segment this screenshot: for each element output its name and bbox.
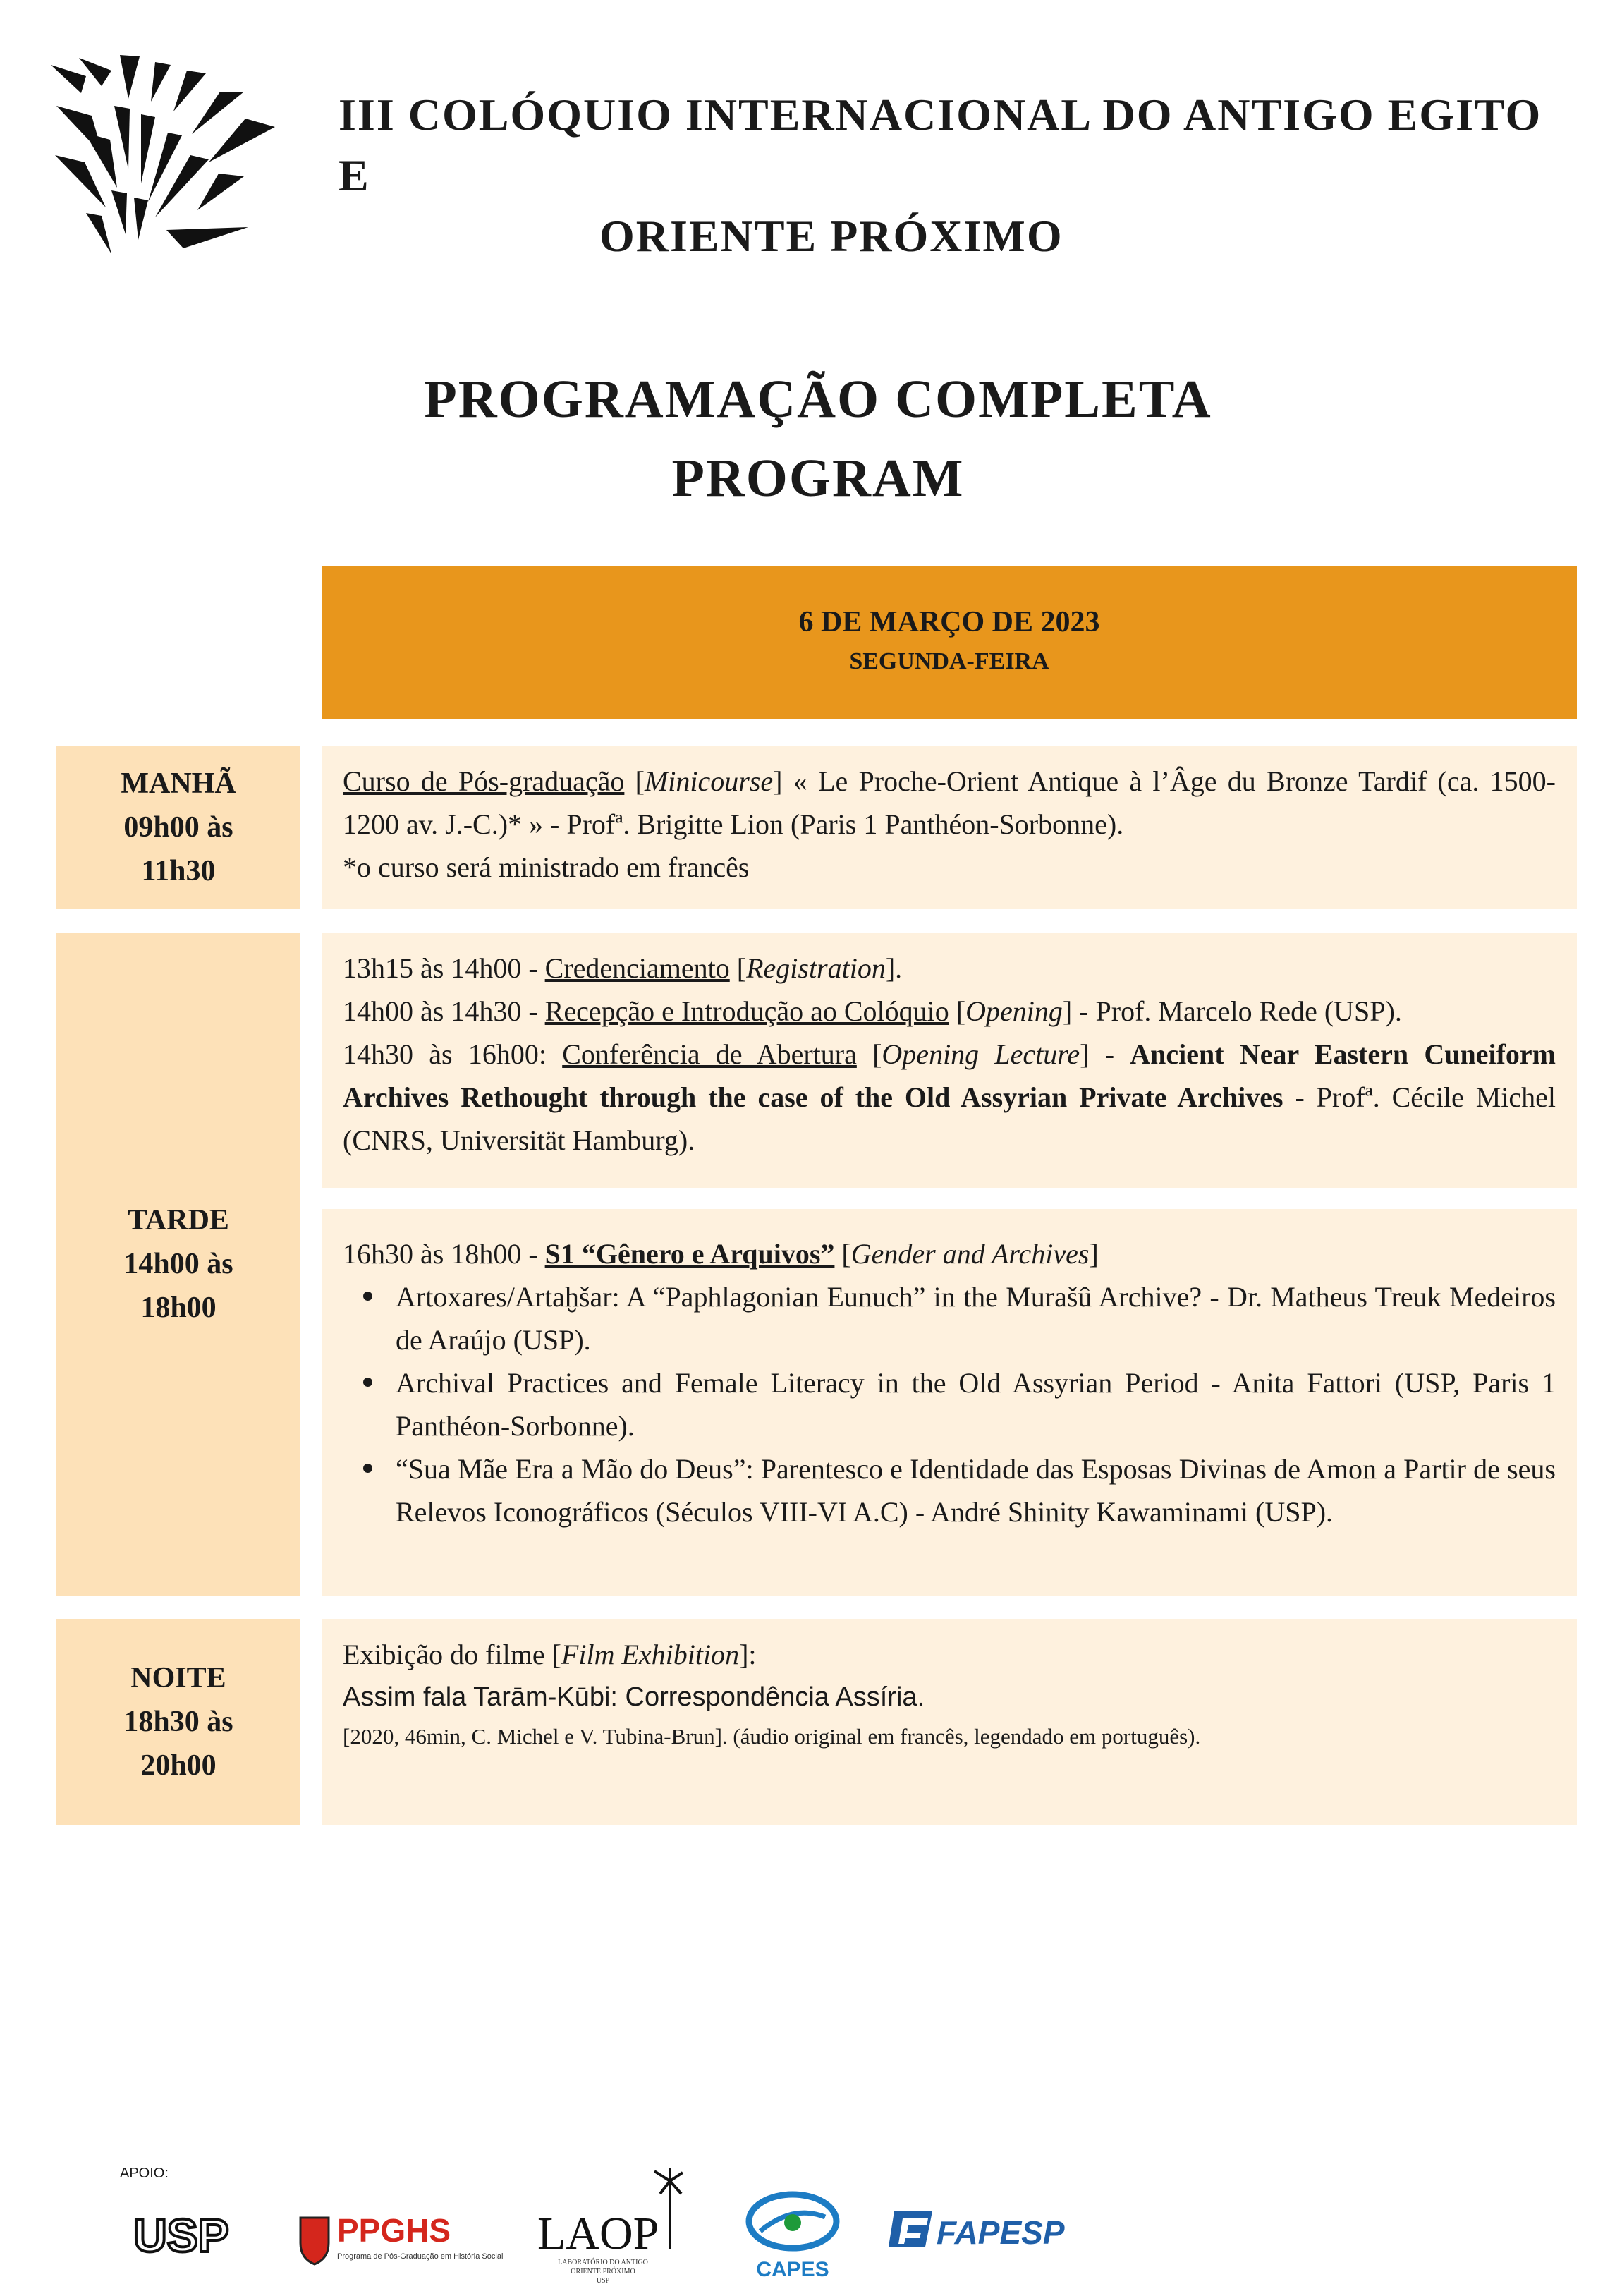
film-title: Assim fala Tarām-Kūbi: Correspondência Assíria.	[343, 1682, 925, 1712]
period-time-start: 14h00 às	[123, 1248, 233, 1280]
support-label: APOIO:	[120, 2166, 169, 2181]
opening-label: Recepção e Introdução ao Colóquio	[544, 995, 949, 1027]
period-time-end: 20h00	[140, 1749, 217, 1782]
usp-logo	[130, 2208, 243, 2264]
laop-logo	[536, 2166, 705, 2289]
colloquium-title	[339, 85, 1580, 267]
period-label: NOITE	[130, 1662, 226, 1694]
period-cell-afternoon	[56, 933, 300, 1596]
keynote-speaker: - Profª. Cécile Michel (CNRS, Universität Hamburg).	[343, 1081, 1556, 1156]
program-title-en: PROGRAM	[671, 449, 965, 508]
usp-logo-text: USP	[133, 2209, 229, 2261]
content-cell-morning	[322, 746, 1577, 909]
film-intro: Exibição do filme [Film Exhibition]:	[343, 1639, 757, 1670]
minicourse-en: Minicourse	[644, 765, 774, 797]
fapesp-emblem-icon	[889, 2211, 932, 2247]
date-label: 6 DE MARÇO DE 2023	[798, 606, 1100, 638]
svg-text:USP: USP	[596, 2277, 610, 2285]
colloquium-title-line1: III COLÓQUIO INTERNACIONAL DO ANTIGO EGITO E	[339, 90, 1542, 200]
minicourse-note: *o curso será ministrado em francês	[343, 851, 750, 883]
period-cell-morning	[56, 746, 300, 909]
minicourse-details: ] « Le Proche-Orient Antique à l’Âge du Bronze Tardif (ca. 1500-1200 av. J.-C.)* » - Profª. Brigitte Lion (Paris 1 Panthéon-Sorbonne).	[343, 765, 1556, 840]
session-heading: 16h30 às 18h00 - S1 “Gênero e Arquivos” [Gender and Archives]	[343, 1238, 1099, 1270]
period-label: MANHÃ	[121, 767, 236, 800]
content-cell-afternoon-session	[322, 1209, 1577, 1596]
session-talk-list	[343, 1275, 1556, 1533]
ppghs-subtitle: Programa de Pós-Graduação em História Social	[337, 2252, 504, 2261]
period-cell-night	[56, 1619, 300, 1825]
list-item: Archival Practices and Female Literacy in the Old Assyrian Period - Anita Fattori (USP, Paris 1 Panthéon-Sorbonne).	[396, 1361, 1556, 1447]
registration-label: Credenciamento	[544, 952, 730, 984]
schedule-item-registration: 13h15 às 14h00 - Credenciamento [Registration].	[343, 952, 903, 984]
period-time-end: 18h00	[140, 1292, 217, 1324]
svg-text:ORIENTE PRÓXIMO: ORIENTE PRÓXIMO	[571, 2268, 635, 2276]
content-cell-night	[322, 1619, 1577, 1825]
fapesp-logo	[889, 2204, 1093, 2261]
program-title-pt: PROGRAMAÇÃO COMPLETA	[424, 370, 1212, 429]
fapesp-logo-text: FAPESP	[937, 2214, 1065, 2251]
period-label: TARDE	[128, 1204, 229, 1237]
ppghs-logo	[296, 2208, 522, 2271]
svg-text:LABORATÓRIO DO ANTIGO: LABORATÓRIO DO ANTIGO	[558, 2259, 648, 2266]
laop-logo-text: LAOP	[537, 2208, 659, 2259]
film-details: [2020, 46min, C. Michel e V. Tubina-Brun]. (áudio original em francês, legendado em português).	[343, 1724, 1201, 1749]
minicourse-label: Curso de Pós-graduação	[343, 765, 625, 797]
period-time-start: 09h00 às	[123, 811, 233, 844]
content-cell-afternoon-opening	[322, 933, 1577, 1188]
keynote-title: Ancient Near Eastern Cuneiform Archives Rethought through the case of the Old Assyrian Private Archives	[343, 1038, 1556, 1113]
colloquium-title-line2: ORIENTE PRÓXIMO	[599, 211, 1063, 261]
session-label: S1 “Gênero e Arquivos”	[544, 1238, 835, 1270]
schedule-item-opening: 14h00 às 14h30 - Recepção e Introdução ao Colóquio [Opening] - Prof. Marcelo Rede (USP).	[343, 995, 1402, 1027]
keynote-label: Conferência de Abertura	[562, 1038, 857, 1070]
program-title	[324, 360, 1312, 518]
minicourse-entry: Curso de Pós-graduação [Minicourse] « Le Proche-Orient Antique à l’Âge du Bronze Tardif (ca. 1500-1200 av. J.-C.)* » - Profª. Brigitte Lion (Paris 1 Panthéon-Sorbonne).	[343, 765, 1556, 840]
capes-logo	[740, 2190, 846, 2282]
weekday-label: SEGUNDA-FEIRA	[849, 648, 1049, 674]
colloquium-logo	[42, 49, 310, 261]
schedule-item-keynote: 14h30 às 16h00: Conferência de Abertura [Opening Lecture] - Ancient Near Eastern Cuneiform Archives Rethought through the case of the Old Assyrian Private Archives - Profª. Cécile Michel (CNRS, Universität Hamburg).	[343, 1038, 1556, 1156]
period-time-end: 11h30	[141, 855, 216, 887]
ppghs-shield-icon	[300, 2218, 329, 2264]
ppghs-logo-text: PPGHS	[337, 2212, 451, 2249]
period-time-start: 18h30 às	[123, 1706, 233, 1738]
list-item: “Sua Mãe Era a Mão do Deus”: Parentesco e Identidade das Esposas Divinas de Amon a Partir de seus Relevos Iconográficos (Séculos VIII-VI A.C) - André Shinity Kawaminami (USP).	[396, 1447, 1556, 1533]
date-header	[322, 566, 1577, 719]
list-item: Artoxares/Artaḫšar: A “Paphlagonian Eunuch” in the Murašû Archive? - Dr. Matheus Treuk Medeiros de Araújo (USP).	[396, 1275, 1556, 1361]
capes-logo-text: CAPES	[756, 2258, 829, 2281]
